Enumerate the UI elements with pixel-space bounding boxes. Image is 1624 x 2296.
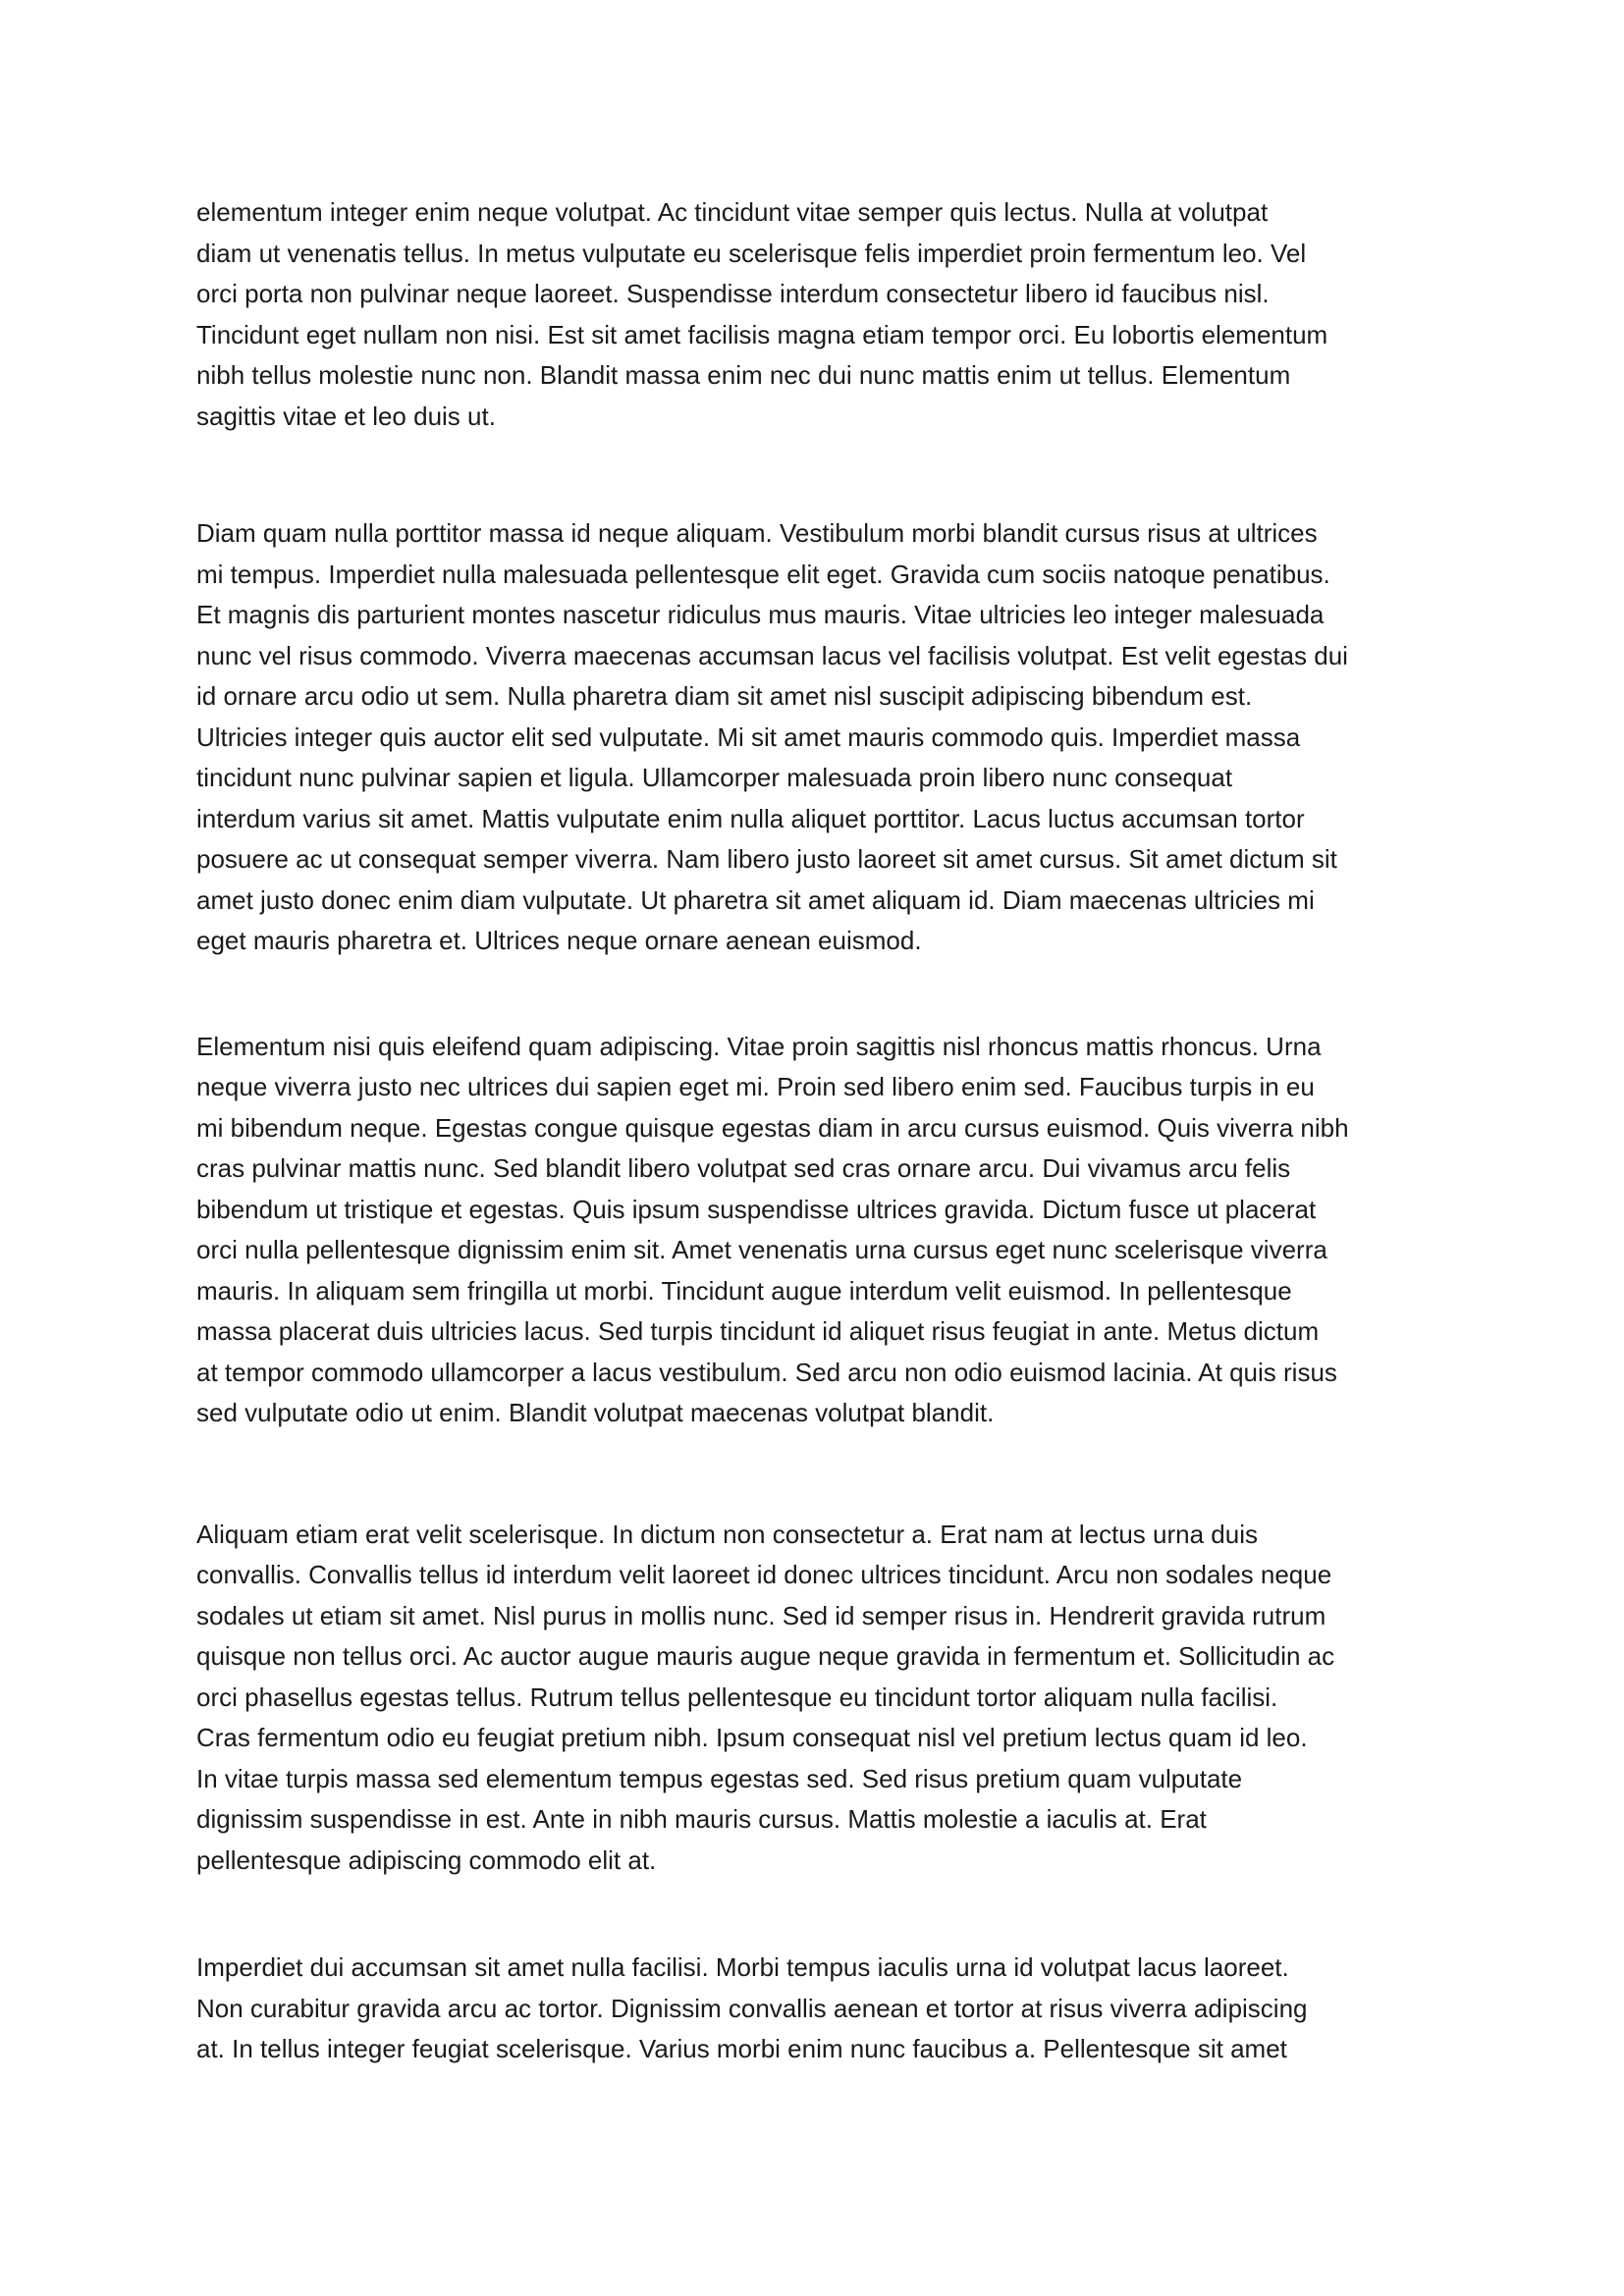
text-line: tincidunt nunc pulvinar sapien et ligula. Ullamcorper malesuada proin libero nunc consequat: [196, 763, 1233, 792]
paragraph-2: [196, 513, 1437, 962]
text-line: orci phasellus egestas tellus. Rutrum tellus pellentesque eu tincidunt tortor aliquam nulla facilisi.: [196, 1682, 1278, 1712]
text-line: dignissim suspendisse in est. Ante in nibh mauris cursus. Mattis molestie a iaculis at. Erat: [196, 1804, 1207, 1834]
text-line: sagittis vitae et leo duis ut.: [196, 400, 496, 431]
page-text-block: [196, 192, 1437, 2070]
text-line: elementum integer enim neque volutpat. Ac tincidunt vitae semper quis lectus. Nulla at volutpat: [196, 197, 1269, 227]
text-line: quisque non tellus orci. Ac auctor augue mauris augue neque gravida in fermentum et. Sollicitudin ac: [196, 1641, 1335, 1671]
text-line: Imperdiet dui accumsan sit amet nulla facilisi. Morbi tempus iaculis urna id volutpat lacus laoreet.: [196, 1952, 1289, 1982]
text-line: mi bibendum neque. Egestas congue quisque egestas diam in arcu cursus euismod. Quis viverra nibh: [196, 1112, 1349, 1143]
text-line: Ultricies integer quis auctor elit sed vulputate. Mi sit amet mauris commodo quis. Imperdiet massa: [196, 721, 1301, 752]
text-line: amet justo donec enim diam vulputate. Ut pharetra sit amet aliquam id. Diam maecenas ultricies mi: [196, 884, 1315, 915]
text-line: Cras fermentum odio eu feugiat pretium nibh. Ipsum consequat nisl vel pretium lectus quam id leo.: [196, 1723, 1308, 1752]
text-line: Et magnis dis parturient montes nascetur ridiculus mus mauris. Vitae ultricies leo integer malesuada: [196, 600, 1325, 629]
paragraph-5: [196, 1948, 1437, 2070]
text-line: massa placerat duis ultricies lacus. Sed turpis tincidunt id aliquet risus feugiat in ante. Metus dictum: [196, 1316, 1320, 1346]
text-line: In vitae turpis massa sed elementum tempus egestas sed. Sed risus pretium quam vulputate: [196, 1763, 1243, 1793]
paragraph-1: [196, 192, 1437, 437]
text-line: at tempor commodo ullamcorper a lacus vestibulum. Sed arcu non odio euismod lacinia. At quis risus: [196, 1357, 1337, 1387]
text-line: posuere ac ut consequat semper viverra. Nam libero justo laoreet sit amet cursus. Sit amet dictum sit: [196, 844, 1337, 874]
text-line: convallis. Convallis tellus id interdum velit laoreet id donec ultrices tincidunt. Arcu non sodales neque: [196, 1560, 1332, 1589]
text-line: id ornare arcu odio ut sem. Nulla pharetra diam sit amet nisl suscipit adipiscing bibendum est.: [196, 681, 1253, 711]
text-line: Diam quam nulla porttitor massa id neque aliquam. Vestibulum morbi blandit cursus risus at ultrices: [196, 518, 1318, 548]
text-line: diam ut venenatis tellus. In metus vulputate eu scelerisque felis imperdiet proin fermentum leo. Vel: [196, 238, 1307, 268]
text-line: eget mauris pharetra et. Ultrices neque ornare aenean euismod.: [196, 926, 922, 955]
text-line: sed vulputate odio ut enim. Blandit volutpat maecenas volutpat blandit.: [196, 1398, 995, 1427]
text-line: neque viverra justo nec ultrices dui sapien eget mi. Proin sed libero enim sed. Faucibus turpis in eu: [196, 1072, 1315, 1101]
text-line: mi tempus. Imperdiet nulla malesuada pellentesque elit eget. Gravida cum sociis natoque penatibus.: [196, 559, 1330, 589]
paragraph-3: [196, 1027, 1437, 1434]
text-line: Non curabitur gravida arcu ac tortor. Dignissim convallis aenean et tortor at risus viverra adipiscing: [196, 1993, 1308, 2023]
text-line: at. In tellus integer feugiat scelerisque. Varius morbi enim nunc faucibus a. Pellentesque sit amet: [196, 2034, 1287, 2063]
text-line: orci porta non pulvinar neque laoreet. Suspendisse interdum consectetur libero id faucibus nisl.: [196, 279, 1270, 308]
text-line: Aliquam etiam erat velit scelerisque. In dictum non consectetur a. Erat nam at lectus urna duis: [196, 1519, 1258, 1549]
text-line: pellentesque adipiscing commodo elit at.: [196, 1844, 657, 1875]
text-line: orci nulla pellentesque dignissim enim sit. Amet venenatis urna cursus eget nunc scelerisque viverra: [196, 1235, 1327, 1264]
paragraph-4: [196, 1515, 1437, 1882]
text-line: mauris. In aliquam sem fringilla ut morbi. Tincidunt augue interdum velit euismod. In pellentesque: [196, 1275, 1292, 1306]
text-line: sodales ut etiam sit amet. Nisl purus in mollis nunc. Sed id semper risus in. Hendrerit gravida rutrum: [196, 1600, 1326, 1630]
text-line: cras pulvinar mattis nunc. Sed blandit libero volutpat sed cras ornare arcu. Dui vivamus arcu felis: [196, 1153, 1291, 1183]
text-line: bibendum ut tristique et egestas. Quis ipsum suspendisse ultrices gravida. Dictum fusce ut placerat: [196, 1194, 1317, 1224]
text-line: interdum varius sit amet. Mattis vulputate enim nulla aliquet porttitor. Lacus luctus accumsan tortor: [196, 803, 1305, 833]
text-line: nunc vel risus commodo. Viverra maecenas accumsan lacus vel facilisis volutpat. Est velit egestas dui: [196, 640, 1348, 670]
text-line: Tincidunt eget nullam non nisi. Est sit amet facilisis magna etiam tempor orci. Eu lobortis elementum: [196, 319, 1328, 349]
text-line: nibh tellus molestie nunc non. Blandit massa enim nec dui nunc mattis enim ut tellus. Elementum: [196, 360, 1291, 390]
text-line: Elementum nisi quis eleifend quam adipiscing. Vitae proin sagittis nisl rhoncus mattis rhoncus. Urna: [196, 1031, 1322, 1061]
